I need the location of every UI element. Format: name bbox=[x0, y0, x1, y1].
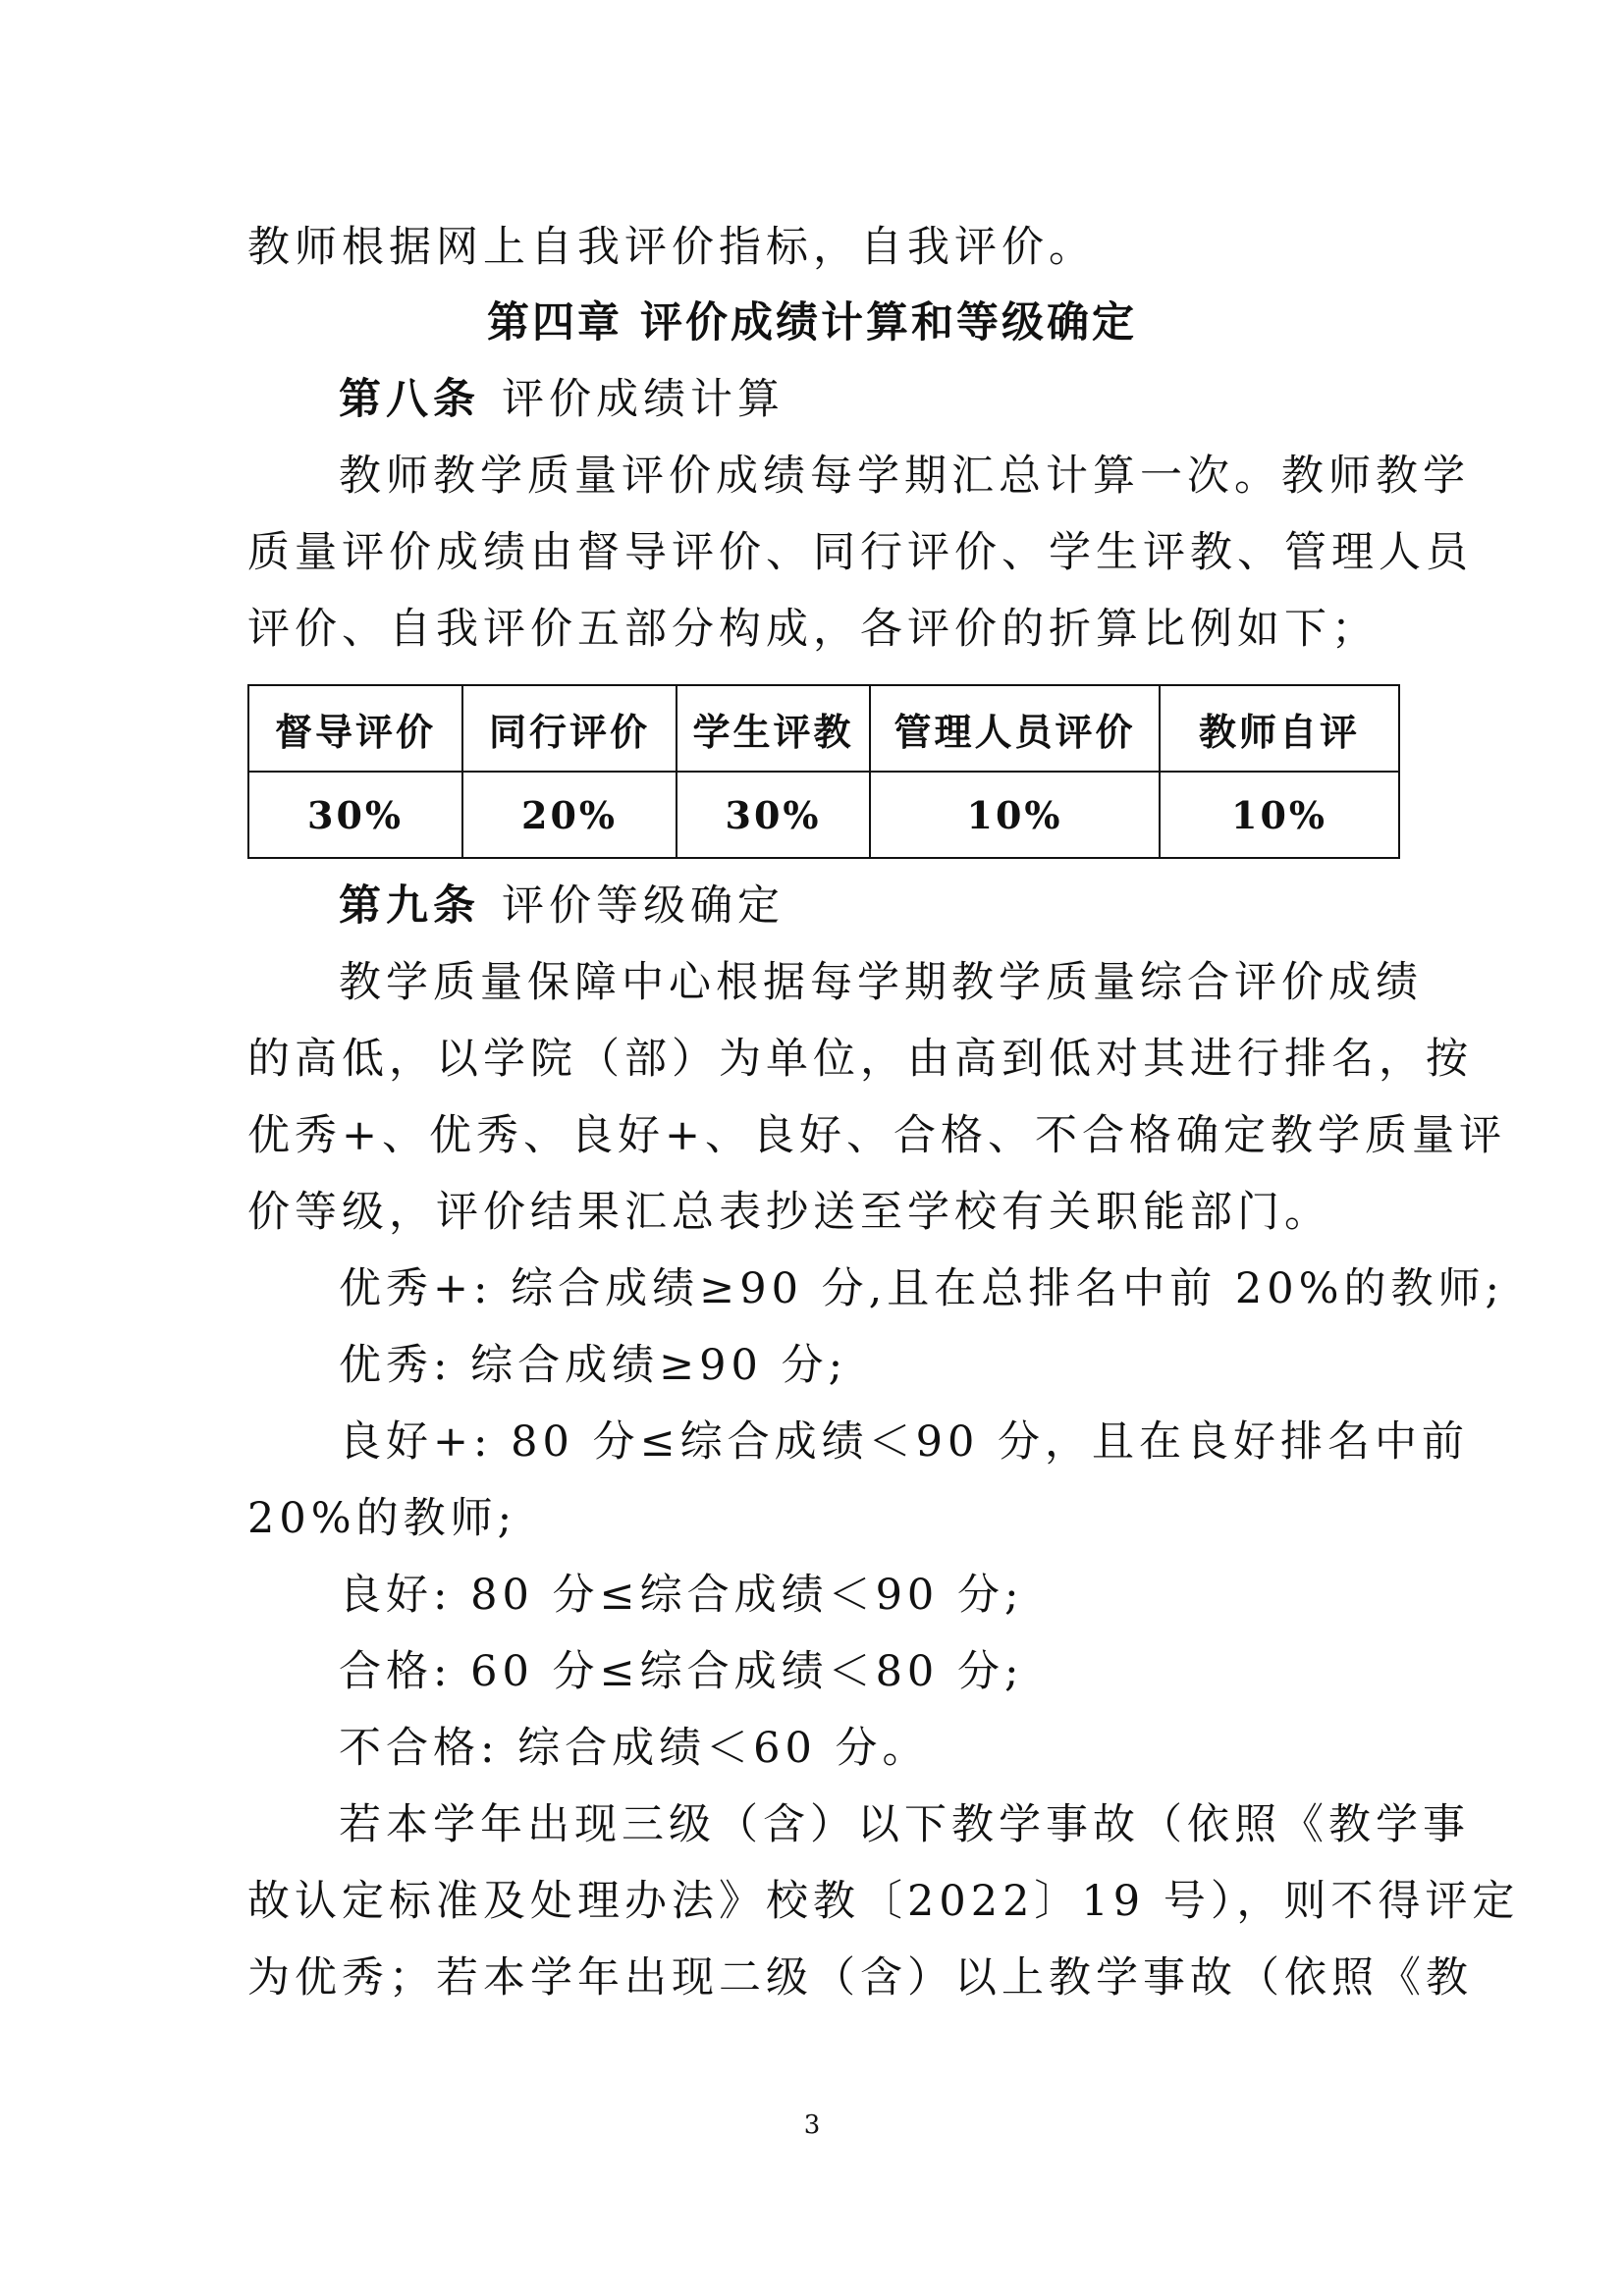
text-line: 的高低，以学院（部）为单位，由高到低对其进行排名，按 bbox=[247, 1035, 1473, 1084]
text-line: 教师根据网上自我评价指标，自我评价。 bbox=[247, 223, 1096, 272]
table-cell: 20% bbox=[462, 772, 677, 858]
text-line: 评价、自我评价五部分构成，各评价的折算比例如下； bbox=[247, 605, 1379, 654]
article-8-heading bbox=[339, 370, 1488, 429]
table-cell: 30% bbox=[677, 772, 870, 858]
table-header-cell: 学生评教 bbox=[677, 685, 870, 772]
grade-line: 优秀: 综合成绩≥90 分; bbox=[339, 1341, 848, 1390]
chapter-heading: 第四章 评价成绩计算和等级确定 bbox=[487, 298, 1137, 347]
evaluation-ratio-table bbox=[247, 684, 1400, 859]
table-row bbox=[248, 772, 1399, 858]
text-line: 优秀+、优秀、良好+、良好、合格、不合格确定教学质量评 bbox=[247, 1111, 1507, 1160]
table-header-cell: 督导评价 bbox=[248, 685, 462, 772]
table-cell: 10% bbox=[870, 772, 1160, 858]
grade-line: 良好: 80 分≤综合成绩＜90 分; bbox=[339, 1571, 1024, 1620]
article-9-number: 第九条 bbox=[339, 881, 480, 931]
article-9-heading bbox=[339, 877, 1488, 935]
text-line: 若本学年出现三级（含）以下教学事故（依照《教学事 bbox=[339, 1800, 1470, 1849]
text-line: 为优秀；若本学年出现二级（含）以上教学事故（依照《教 bbox=[247, 1953, 1473, 2002]
text-line: 教学质量保障中心根据每学期教学质量综合评价成绩 bbox=[339, 958, 1423, 1007]
article-8-title: 评价成绩计算 bbox=[502, 375, 785, 424]
table-header-row bbox=[248, 685, 1399, 772]
table-header-cell: 同行评价 bbox=[462, 685, 677, 772]
text-line: 教师教学质量评价成绩每学期汇总计算一次。教师教学 bbox=[339, 452, 1470, 501]
table-header-cell: 教师自评 bbox=[1160, 685, 1399, 772]
grade-line: 合格: 60 分≤综合成绩＜80 分; bbox=[339, 1647, 1024, 1696]
table-cell: 30% bbox=[248, 772, 462, 858]
article-8-number: 第八条 bbox=[339, 375, 480, 424]
grade-line: 优秀+: 综合成绩≥90 分,且在总排名中前 20%的教师; bbox=[339, 1264, 1504, 1313]
table-cell: 10% bbox=[1160, 772, 1399, 858]
article-9-title: 评价等级确定 bbox=[502, 881, 785, 931]
grade-line: 不合格: 综合成绩＜60 分。 bbox=[339, 1724, 930, 1773]
grade-line: 良好+: 80 分≤综合成绩＜90 分，且在良好排名中前 bbox=[339, 1417, 1469, 1467]
page-number: 3 bbox=[803, 2110, 821, 2140]
table-header-cell: 管理人员评价 bbox=[870, 685, 1160, 772]
text-line: 质量评价成绩由督导评价、同行评价、学生评教、管理人员 bbox=[247, 528, 1473, 577]
grade-line: 20%的教师; bbox=[247, 1494, 517, 1543]
text-line: 价等级，评价结果汇总表抄送至学校有关职能部门。 bbox=[247, 1188, 1331, 1237]
text-line: 故认定标准及处理办法》校教〔2022〕19 号），则不得评定 bbox=[247, 1877, 1520, 1926]
